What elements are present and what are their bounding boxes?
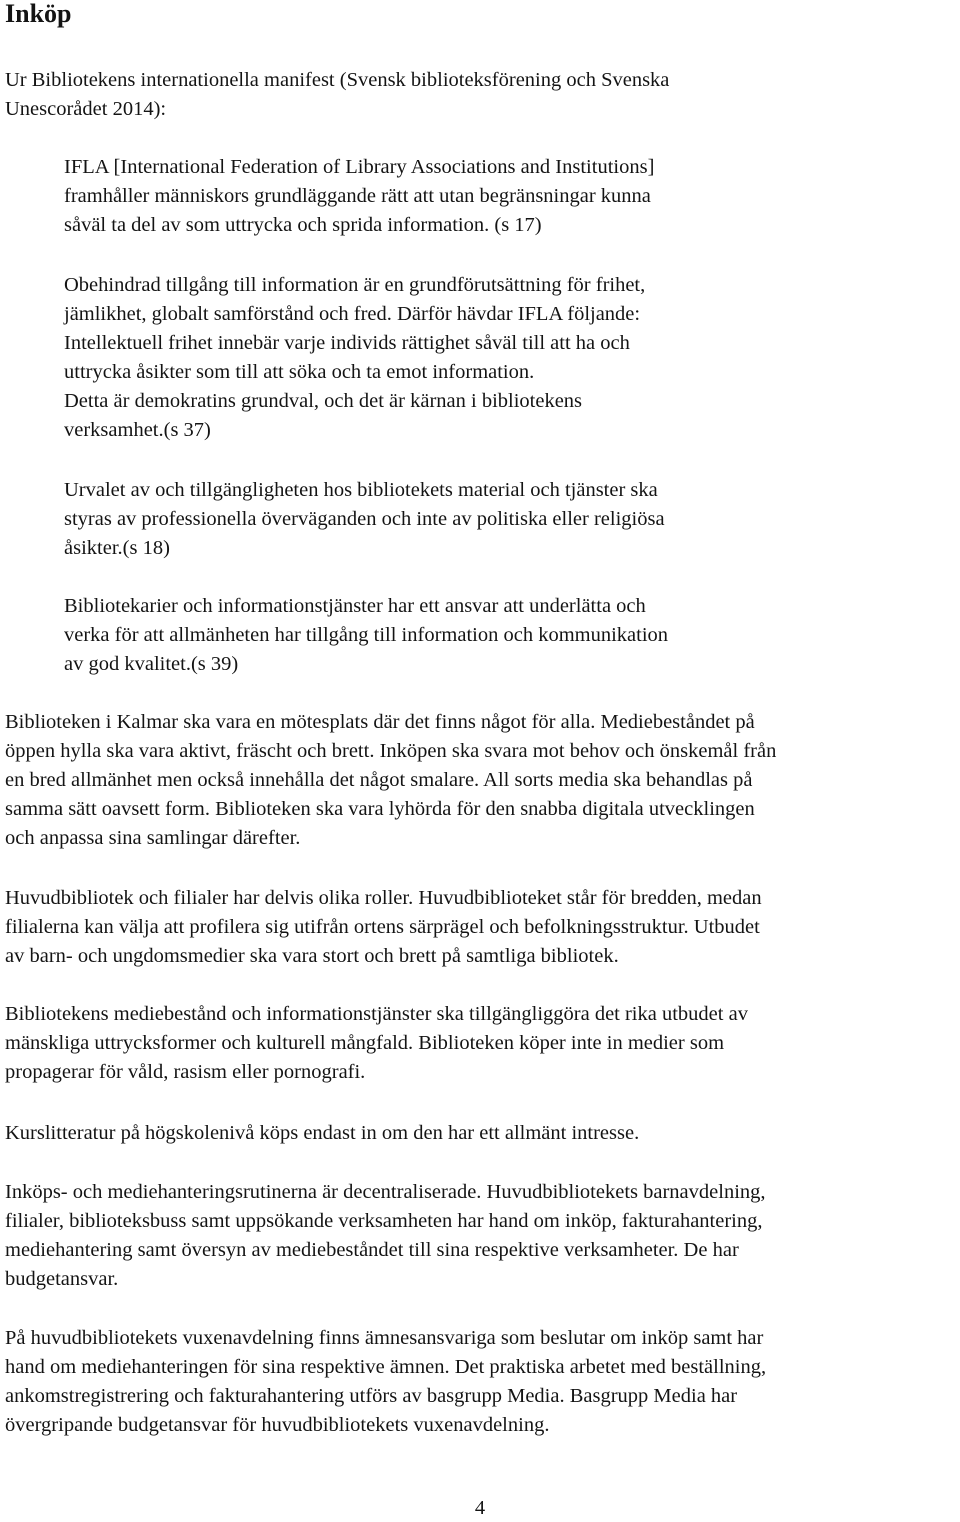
body-paragraph [5, 884, 955, 971]
text-line: samma sätt oavsett form. Biblioteken ska vara lyhörda för den snabba digitala utvecklingen [5, 798, 755, 820]
text-line: av god kvalitet.(s 39) [64, 653, 239, 675]
quote-block [64, 592, 944, 679]
text-line: åsikter.(s 18) [64, 537, 170, 559]
text-line: IFLA [International Federation of Library Associations and Institutions] [64, 156, 655, 178]
body-paragraph [5, 708, 955, 853]
text-line: Bibliotekarier och informationstjänster har ett ansvar att underlätta och [64, 595, 646, 617]
text-line: filialerna kan välja att profilera sig utifrån ortens särprägel och befolkningsstruktur. Utbudet [5, 916, 760, 938]
body-paragraph [5, 1178, 955, 1294]
text-line: en bred allmänhet men också innehålla det något smalare. All sorts media ska behandlas på [5, 769, 753, 791]
text-line: ankomstregistrering och fakturahantering utförs av basgrupp Media. Basgrupp Media har [5, 1385, 738, 1407]
text-line: Bibliotekens mediebestånd och informationstjänster ska tillgängliggöra det rika utbudet av [5, 1003, 748, 1025]
text-line: styras av professionella överväganden och inte av politiska eller religiösa [64, 508, 665, 530]
quote-block [64, 153, 944, 240]
text-line: Kurslitteratur på högskolenivå köps endast in om den har ett allmänt intresse. [5, 1122, 640, 1144]
text-line: Huvudbibliotek och filialer har delvis olika roller. Huvudbiblioteket står för bredden, medan [5, 887, 762, 909]
text-line: uttrycka åsikter som till att söka och ta emot information. [64, 361, 535, 383]
quote-block [64, 271, 944, 445]
text-line: Ur Bibliotekens internationella manifest (Svensk biblioteksförening och Svenska [5, 69, 670, 91]
intro-paragraph [5, 66, 945, 124]
text-line: verksamhet.(s 37) [64, 419, 211, 441]
text-line: övergripande budgetansvar för huvudbibliotekets vuxenavdelning. [5, 1414, 550, 1436]
body-paragraph [5, 1119, 955, 1148]
text-line: mediehantering samt översyn av mediebeståndet till sina respektive verksamheter. De har [5, 1239, 739, 1261]
text-line: framhåller människors grundläggande rätt att utan begränsningar kunna [64, 185, 651, 207]
text-line: Obehindrad tillgång till information är en grundförutsättning för frihet, [64, 274, 646, 296]
text-line: jämlikhet, globalt samförstånd och fred. Därför hävdar IFLA följande: [64, 303, 641, 325]
text-line: budgetansvar. [5, 1268, 119, 1290]
text-line: verka för att allmänheten har tillgång till information och kommunikation [64, 624, 669, 646]
text-line: filialer, biblioteksbuss samt uppsökande verksamheten har hand om inköp, fakturahantering, [5, 1210, 763, 1232]
text-line: såväl ta del av som uttrycka och sprida information. (s 17) [64, 214, 542, 236]
text-line: Biblioteken i Kalmar ska vara en mötesplats där det finns något för alla. Mediebeståndet på [5, 711, 755, 733]
text-line: hand om mediehanteringen för sina respektive ämnen. Det praktiska arbetet med beställning, [5, 1356, 767, 1378]
text-line: Intellektuell frihet innebär varje individs rättighet såväl till att ha och [64, 332, 630, 354]
page-title: Inköp [5, 0, 72, 28]
text-line: Detta är demokratins grundval, och det är kärnan i bibliotekens [64, 390, 583, 412]
text-line: mänskliga uttrycksformer och kulturell mångfald. Biblioteken köper inte in medier som [5, 1032, 725, 1054]
text-line: Unescorådet 2014): [5, 98, 167, 120]
text-line: öppen hylla ska vara aktivt, fräscht och brett. Inköpen ska svara mot behov och önskemål från [5, 740, 777, 762]
quote-block [64, 476, 944, 563]
text-line: Inköps- och mediehanteringsrutinerna är decentraliserade. Huvudbibliotekets barnavdelning, [5, 1181, 766, 1203]
body-paragraph [5, 1000, 955, 1087]
text-line: På huvudbibliotekets vuxenavdelning finns ämnesansvariga som beslutar om inköp samt har [5, 1327, 764, 1349]
text-line: Urvalet av och tillgängligheten hos bibliotekets material och tjänster ska [64, 479, 658, 501]
text-line: av barn- och ungdomsmedier ska vara stort och brett på samtliga bibliotek. [5, 945, 619, 967]
page-number: 4 [474, 1497, 486, 1519]
text-line: och anpassa sina samlingar därefter. [5, 827, 301, 849]
text-line: propagerar för våld, rasism eller pornografi. [5, 1061, 366, 1083]
body-paragraph [5, 1324, 955, 1440]
